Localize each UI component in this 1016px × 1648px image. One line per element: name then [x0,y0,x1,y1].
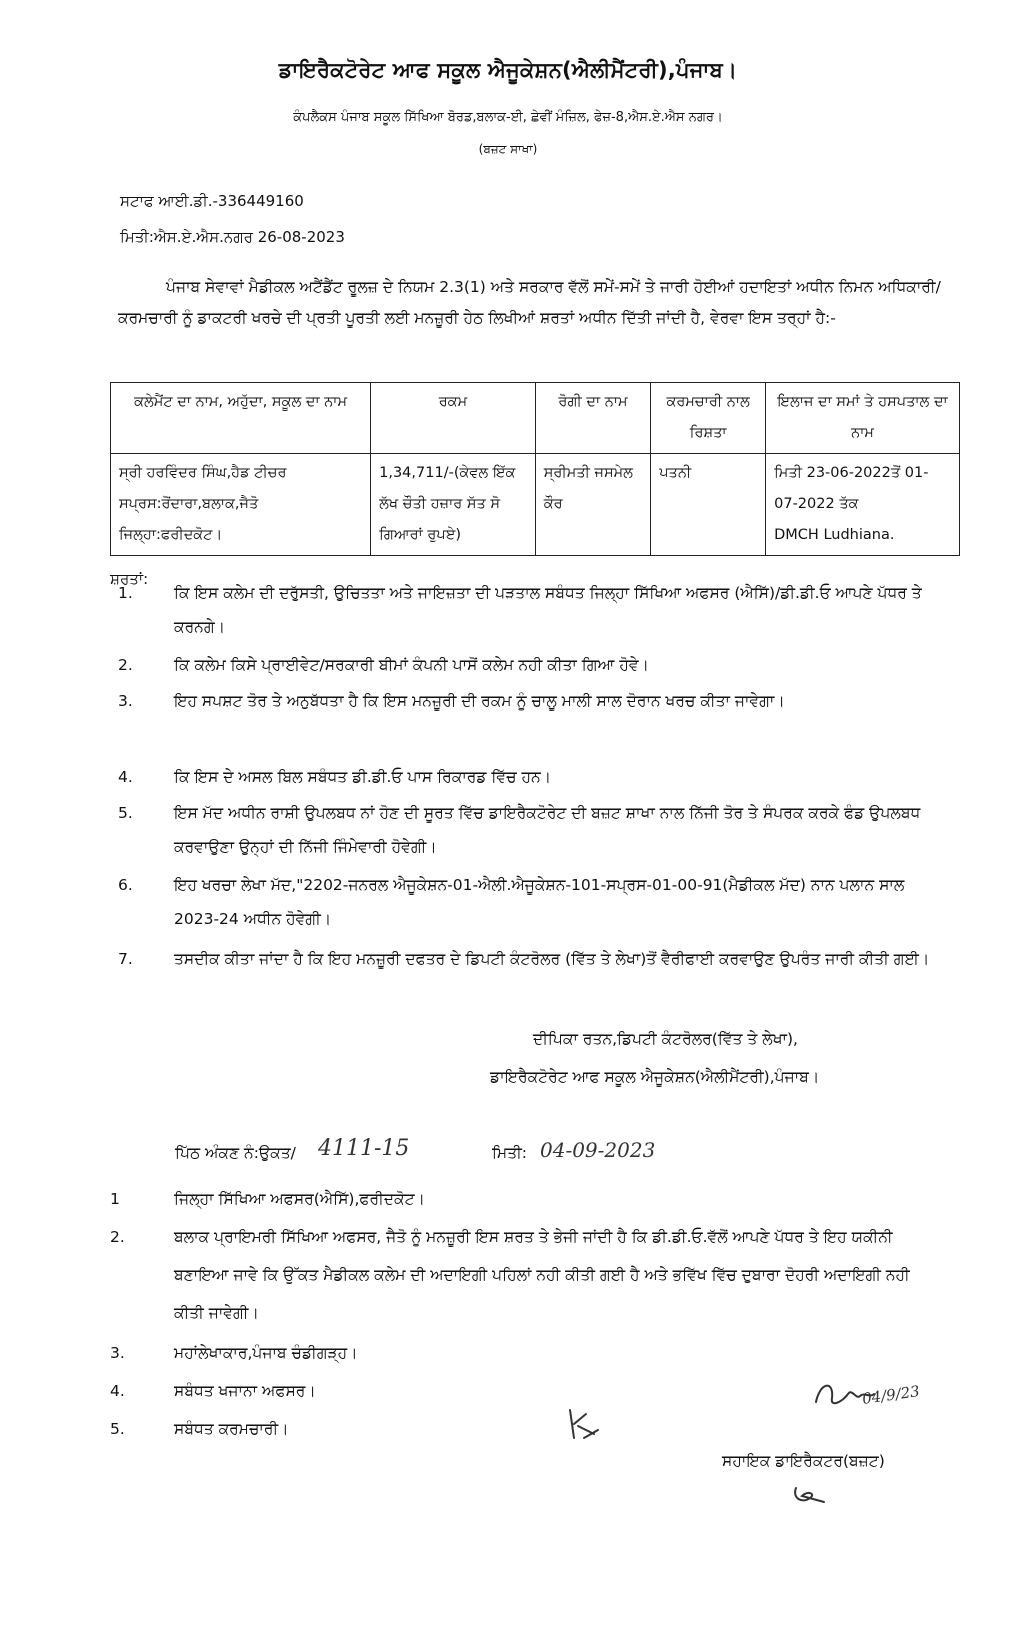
signature-date: 04/9/23 [861,1382,921,1408]
condition-text: ਇਹ ਸਪਸ਼ਟ ਤੋਰ ਤੇ ਅਨੁਬੱਧਤਾ ਹੈ ਕਿ ਇਸ ਮਨਜ਼ੂਰੀ ਦੀ ਰਕਮ ਨੂੰ ਚਾਲੂ ਮਾਲੀ ਸਾਲ ਦੋਰਾਨ ਖਰਚ ਕੀਤਾ ਜਾਵੇਗਾ। [174,692,785,710]
office-title: ਡਾਇਰੈਕਟੋਰੇਟ ਆਫ ਸਕੂਲ ਐਜੂਕੇਸ਼ਨ(ਐਲੀਮੈਂਟਰੀ),ਪੰਜਾਬ। [278,58,738,82]
distribution-item [110,1180,950,1218]
distribution-number: 4. [110,1382,125,1400]
distribution-text: ਸਬੰਧਤ ਖਜਾਨਾ ਅਫਸਰ। [174,1382,316,1400]
condition-number: 3. [118,692,133,710]
treatment-period: ਮਿਤੀ 23-06-2022ਤੋਂ 01-07-2022 ਤੱਕ [774,465,929,512]
staff-id: ਸਟਾਫ ਆਈ.ਡੀ.-336449160 [120,192,304,210]
header-treatment: ਇਲਾਜ ਦਾ ਸਮਾਂ ਤੇ ਹਸਪਤਾਲ ਦਾ ਨਾਮ [766,383,960,454]
distribution-text: ਜਿਲ੍ਹਾ ਸਿੱਖਿਆ ਅਫਸਰ(ਐਸਿੱ),ਫਰੀਦਕੋਟ। [174,1190,426,1208]
distribution-number: 2. [110,1228,125,1246]
header-relation: ਕਰਮਚਾਰੀ ਨਾਲ ਰਿਸ਼ਤਾ [651,383,766,454]
condition-item [118,760,948,794]
distribution-text: ਸਬੰਧਤ ਕਰਮਚਾਰੀ। [174,1420,289,1438]
cell-claimant: ਸ੍ਰੀ ਹਰਵਿੰਦਰ ਸਿੰਘ,ਹੈਡ ਟੀਚਰ ਸਪ੍ਰਸ:ਰੋਂਦਾਰਾ,ਬਲਾਕ,ਜੈਤੋ ਜਿਲ੍ਹਾ:ਫਰੀਦਕੋਟ। [111,454,371,556]
condition-number: 7. [118,950,133,968]
endorsement-label: ਪਿੱਠ ਅੰਕਣ ਨੰ:ਉਕਤ/ [175,1144,296,1162]
distribution-number: 5. [110,1420,125,1438]
condition-number: 6. [118,876,133,894]
header-claimant: ਕਲੇਮੈਂਟ ਦਾ ਨਾਮ, ਅਹੁੱਦਾ, ਸਕੂਲ ਦਾ ਨਾਮ [111,383,371,454]
condition-item [118,942,948,976]
distribution-item [110,1218,950,1332]
header-patient: ਰੋਗੀ ਦਾ ਨਾਮ [535,383,651,454]
claim-table [110,382,960,556]
initials-mark [564,1404,604,1444]
condition-text: ਤਸਦੀਕ ਕੀਤਾ ਜਾਂਦਾ ਹੈ ਕਿ ਇਹ ਮਨਜ਼ੂਰੀ ਦਫਤਰ ਦੇ ਡਿਪਟੀ ਕੰਟਰੋਲਰ (ਵਿੱਤ ਤੇ ਲੇਖਾ)ਤੋਂ ਵੈਰੀਫਾਈ ਕਰਵਾਉਣ ਉਪਰੰਤ ਜਾਰੀ ਕੀਤੀ ਗਈ। [174,950,930,968]
intro-paragraph: ਪੰਜਾਬ ਸੇਵਾਵਾਂ ਮੈਡੀਕਲ ਅਟੈਂਡੈਂਟ ਰੂਲਜ਼ ਦੇ ਨਿਯਮ 2.3(1) ਅਤੇ ਸਰਕਾਰ ਵੱਲੋਂ ਸਮੇਂ-ਸਮੇਂ ਤੇ ਜਾਰੀ ਹੋਈਆਂ ਹਦਾਇਤਾਂ ਅਧੀਨ ਨਿਮਨ ਅਧਿਕਾਰੀ/ਕਰਮਚਾਰੀ ਨੂੰ ਡਾਕਟਰੀ ਖਰਚੇ ਦੀ ਪ੍ਰਤੀ ਪੂਰਤੀ ਲਈ ਮਨਜ਼ੂਰੀ ਹੇਠ ਲਿਖੀਆਂ ਸ਼ਰਤਾਂ ਅਧੀਨ ਦਿੱਤੀ ਜਾਂਦੀ ਹੈ, ਵੇਰਵਾ ਇਸ ਤਰ੍ਹਾਂ ਹੈ:- [118,278,941,327]
condition-item [118,648,948,682]
cell-patient: ਸ੍ਰੀਮਤੀ ਜਸਮੇਲ ਕੌਰ [535,454,651,556]
table-row [111,454,960,556]
condition-text: ਕਿ ਕਲੇਮ ਕਿਸੇ ਪ੍ਰਾਈਵੇਟ/ਸਰਕਾਰੀ ਬੀਮਾਂ ਕੰਪਨੀ ਪਾਸੋਂ ਕਲੇਮ ਨਹੀ ਕੀਤਾ ਗਿਆ ਹੋਵੇ। [174,656,650,674]
endorsement-date-label: ਮਿਤੀ: [492,1144,527,1162]
cell-relation: ਪਤਨੀ [651,454,766,556]
header-amount: ਰਕਮ [371,383,536,454]
distribution-text: ਮਹਾਂਲੇਖਾਕਾਰ,ਪੰਜਾਬ ਚੰਡੀਗੜ੍ਹ। [174,1344,358,1362]
condition-item [118,796,948,864]
condition-text: ਇਹ ਖਰਚਾ ਲੇਖਾ ਮੱਦ,"2202-ਜਨਰਲ ਐਜੂਕੇਸ਼ਨ-01-ਐਲੀ.ਐਜੂਕੇਸ਼ਨ-101-ਸਪ੍ਰਸ-01-00-91(ਮੈਡੀਕਲ ਮੱਦ) ਨਾਨ ਪਲਾਨ ਸਾਲ 2023-24 ਅਧੀਨ ਹੋਵੇਗੀ। [174,876,905,928]
cell-treatment [766,454,960,556]
signatory-name: ਦੀਪਿਕਾ ਰਤਨ,ਡਿਪਟੀ ਕੰਟਰੋਲਰ(ਵਿੱਤ ਤੇ ਲੇਖਾ), [533,1030,798,1048]
distribution-item [110,1334,950,1372]
distribution-text: ਬਲਾਕ ਪ੍ਰਾਇਮਰੀ ਸਿੱਖਿਆ ਅਫਸਰ, ਜੈਤੋ ਨੂੰ ਮਨਜ਼ੂਰੀ ਇਸ ਸ਼ਰਤ ਤੇ ਭੇਜੀ ਜਾਂਦੀ ਹੈ ਕਿ ਡੀ.ਡੀ.ਓ.ਵੱਲੋਂ ਆਪਣੇ ਪੱਧਰ ਤੇ ਇਹ ਯਕੀਨੀ ਬਣਾਇਆ ਜਾਵੇ ਕਿ ਉੱਕਤ ਮੈਡੀਕਲ ਕਲੇਮ ਦੀ ਅਦਾਇਗੀ ਪਹਿਲਾਂ ਨਹੀ ਕੀਤੀ ਗਈ ਹੈ ਅਤੇ ਭਵਿੱਖ ਵਿੱਚ ਦੁਬਾਰਾ ਦੋਹਰੀ ਅਦਾਇਗੀ ਨਹੀ ਕੀਤੀ ਜਾਵੇਗੀ। [174,1228,910,1322]
endorsement-date: 04-09-2023 [540,1138,656,1162]
condition-number: 1. [118,584,133,602]
condition-number: 4. [118,768,133,786]
distribution-number: 3. [110,1344,125,1362]
condition-text: ਕਿ ਇਸ ਕਲੇਮ ਦੀ ਦਰੁੱਸਤੀ, ਉਚਿਤਤਾ ਅਤੇ ਜਾਇਜ਼ਤਾ ਦੀ ਪੜਤਾਲ ਸਬੰਧਤ ਜਿਲ੍ਹਾ ਸਿੱਖਿਆ ਅਫਸਰ (ਐਸਿੱ)/ਡੀ.ਡੀ.ਓ ਆਪਣੇ ਪੱਧਰ ਤੇ ਕਰਨਗੇ। [174,584,922,636]
condition-item [118,868,948,936]
condition-number: 5. [118,804,133,822]
cell-amount: 1,34,711/-(ਕੇਵਲ ਇੱਕ ਲੱਖ ਚੌਤੀ ਹਜ਼ਾਰ ਸੱਤ ਸੋ ਗਿਆਰਾਂ ਰੁਪਏ) [371,454,536,556]
table-header-row [111,383,960,454]
hospital-name: DMCH Ludhiana. [774,527,895,543]
condition-text: ਇਸ ਮੱਦ ਅਧੀਨ ਰਾਸ਼ੀ ਉਪਲਬਧ ਨਾਂ ਹੋਣ ਦੀ ਸੂਰਤ ਵਿੱਚ ਡਾਇਰੈਕਟੋਰੇਟ ਦੀ ਬਜ਼ਟ ਸ਼ਾਖਾ ਨਾਲ ਨਿੱਜੀ ਤੋਰ ਤੇ ਸੰਪਰਕ ਕਰਕੇ ਫੰਡ ਉਪਲਬਧ ਕਰਵਾਉਣਾ ਉਨ੍ਹਾਂ ਦੀ ਨਿੱਜੀ ਜਿੰਮੇਵਾਰੀ ਹੋਵੇਗੀ। [174,804,921,856]
letter-date: ਮਿਤੀ:ਐਸ.ਏ.ਐਸ.ਨਗਰ 26-08-2023 [120,228,345,246]
section-name: (ਬਜ਼ਟ ਸਾਖਾ) [478,142,538,156]
signatory-office: ਡਾਇਰੈਕਟੋਰੇਟ ਆਫ ਸਕੂਲ ਐਜੂਕੇਸ਼ਨ(ਐਲੀਮੈਂਟਰੀ),ਪੰਜਾਬ। [490,1068,820,1086]
condition-item [118,684,948,718]
conditions-heading: ਸ਼ਰਤਾਂ: [110,570,149,588]
distribution-number: 1 [110,1190,120,1208]
assistant-director-designation: ਸਹਾਇਕ ਡਾਇਰੈਕਟਰ(ਬਜ਼ਟ) [722,1452,885,1470]
condition-item [118,576,948,644]
initials-mark-small [790,1484,830,1508]
endorsement-number: 4111-15 [318,1136,410,1161]
office-address: ਕੰਪਲੈਕਸ ਪੰਜਾਬ ਸਕੂਲ ਸਿੱਖਿਆ ਬੋਰਡ,ਬਲਾਕ-ਈ, ਛੇਵੀਂ ਮੰਜ਼ਿਲ, ਫੇਜ਼-8,ਐਸ.ਏ.ਐਸ ਨਗਰ। [293,110,723,125]
condition-text: ਕਿ ਇਸ ਦੇ ਅਸਲ ਬਿਲ ਸਬੰਧਤ ਡੀ.ਡੀ.ਓ ਪਾਸ ਰਿਕਾਰਡ ਵਿੱਚ ਹਨ। [174,768,552,786]
condition-number: 2. [118,656,133,674]
